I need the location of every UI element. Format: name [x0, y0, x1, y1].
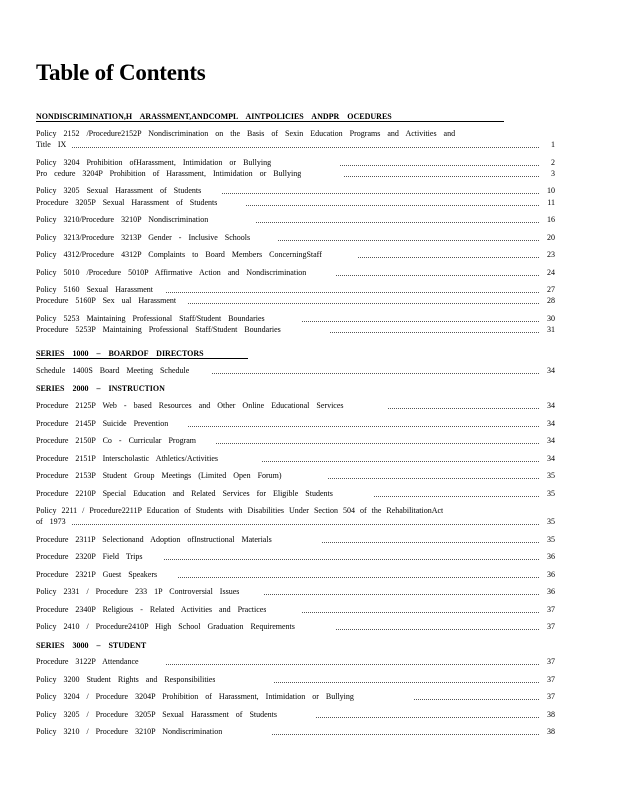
toc-entry-page: 36 — [547, 587, 555, 596]
toc-entry-page: 2 — [551, 158, 555, 167]
toc-entry-page: 37 — [547, 657, 555, 666]
toc-entry-page: 3 — [551, 169, 555, 178]
toc-entry-page: 10 — [547, 186, 555, 195]
toc-entry-page: 1 — [551, 140, 555, 149]
toc-entry[interactable] — [36, 296, 555, 306]
toc-entry-text: Policy 2410 / Procedure2410P High School Graduation Requirements — [36, 622, 295, 631]
toc-entry-page: 16 — [547, 215, 555, 224]
toc-entry-page: 38 — [547, 710, 555, 719]
toc-entry-text: Policy 5010 /Procedure 5010P Affirmative Action and Nondiscrimination — [36, 268, 307, 277]
toc-entry[interactable] — [36, 314, 555, 324]
toc-page — [36, 0, 556, 800]
toc-entry-page: 34 — [547, 366, 555, 375]
toc-entry[interactable] — [36, 727, 555, 737]
toc-entry[interactable] — [36, 506, 555, 516]
section-heading-series-3000: SERIES 3000 – STUDENT — [36, 641, 147, 650]
toc-entry[interactable] — [36, 605, 555, 615]
toc-entry-text: Procedure 2145P Suicide Prevention — [36, 419, 169, 428]
toc-entry[interactable] — [36, 186, 555, 196]
toc-entry-text: Procedure 2320P Field Trips — [36, 552, 143, 561]
toc-entry[interactable] — [36, 285, 555, 295]
toc-entry-text: Policy 5160 Sexual Harassment — [36, 285, 153, 294]
toc-entry[interactable] — [36, 710, 555, 720]
toc-entry-text: Procedure 5160P Sex ual Harassment — [36, 296, 177, 305]
toc-entry[interactable] — [36, 471, 555, 481]
toc-entry-page: 24 — [547, 268, 555, 277]
toc-entry-text: Procedure 2150P Co - Curricular Program — [36, 436, 197, 445]
toc-entry-text: Procedure 2340P Religious - Related Activities and Practices — [36, 605, 267, 614]
toc-entry[interactable] — [36, 250, 555, 260]
toc-entry-text: Procedure 3122P Attendance — [36, 657, 139, 666]
toc-entry-text: Policy 5253 Maintaining Professional Staff/Student Boundaries — [36, 314, 265, 323]
section-heading-nondiscrimination: NONDISCRIMINATION,H ARASSMENT,ANDCOMPL AINTPOLICIES ANDPR OCEDURES — [36, 111, 392, 122]
toc-entry-text: Title IX — [36, 140, 67, 149]
toc-entry-page: 35 — [547, 471, 555, 480]
toc-entry[interactable] — [36, 517, 555, 527]
toc-entry-page: 27 — [547, 285, 555, 294]
toc-entry-text: Policy 3213/Procedure 3213P Gender - Inclusive Schools — [36, 233, 251, 242]
toc-entry-page: 37 — [547, 605, 555, 614]
toc-entry[interactable] — [36, 366, 555, 376]
toc-entry-text: Policy 2211 / Procedure2211P Education of Students with Disabilities Under Section 504 of the RehabilitationAct — [36, 506, 444, 515]
toc-entry-page: 34 — [547, 454, 555, 463]
toc-entry-text: Schedule 1400S Board Meeting Schedule — [36, 366, 190, 375]
toc-entry[interactable] — [36, 454, 555, 464]
toc-entry-page: 37 — [547, 692, 555, 701]
toc-entry[interactable] — [36, 215, 555, 225]
toc-entry[interactable] — [36, 692, 555, 702]
toc-entry[interactable] — [36, 436, 555, 446]
toc-entry-text: Procedure 5253P Maintaining Professional Staff/Student Boundaries — [36, 325, 281, 334]
toc-entry[interactable] — [36, 401, 555, 411]
toc-entry[interactable] — [36, 158, 555, 168]
toc-entry-page: 35 — [547, 535, 555, 544]
toc-entry-page: 35 — [547, 517, 555, 526]
toc-entry-page: 36 — [547, 552, 555, 561]
toc-entry-text: Procedure 2311P Selectionand Adoption ofInstructional Materials — [36, 535, 272, 544]
toc-entry-text: Procedure 2210P Special Education and Related Services for Eligible Students — [36, 489, 333, 498]
toc-entry-text: of 1973 — [36, 517, 66, 526]
toc-entry[interactable] — [36, 622, 555, 632]
toc-entry-page: 36 — [547, 570, 555, 579]
toc-entry-text: Procedure 3205P Sexual Harassment of Students — [36, 198, 218, 207]
toc-entry-page: 23 — [547, 250, 555, 259]
page-title: Table of Contents — [36, 60, 206, 85]
toc-entry-page: 11 — [547, 198, 555, 207]
toc-entry[interactable] — [36, 657, 555, 667]
toc-entry-text: Policy 3210 / Procedure 3210P Nondiscrimination — [36, 727, 223, 736]
toc-entry-page: 31 — [547, 325, 555, 334]
toc-entry[interactable] — [36, 587, 555, 597]
toc-entry[interactable] — [36, 325, 555, 335]
toc-entry[interactable] — [36, 489, 555, 499]
toc-entry[interactable] — [36, 675, 555, 685]
toc-entry[interactable] — [36, 419, 555, 429]
toc-entry-text: Policy 3200 Student Rights and Responsibilities — [36, 675, 216, 684]
toc-entry-text: Policy 3205 Sexual Harassment of Students — [36, 186, 202, 195]
toc-entry-text: Policy 2331 / Procedure 233 1P Controversial Issues — [36, 587, 240, 596]
toc-entry[interactable] — [36, 198, 555, 208]
toc-entry[interactable] — [36, 140, 555, 150]
toc-entry-page: 34 — [547, 401, 555, 410]
toc-entry[interactable] — [36, 535, 555, 545]
toc-entry[interactable] — [36, 233, 555, 243]
section-heading-series-2000: SERIES 2000 – INSTRUCTION — [36, 384, 165, 393]
toc-entry-text: Policy 2152 /Procedure2152P Nondiscrimination on the Basis of Sexin Education Programs and Activities and — [36, 129, 456, 138]
toc-entry-text: Policy 3210/Procedure 3210P Nondiscrimination — [36, 215, 209, 224]
toc-entry-text: Policy 3204 / Procedure 3204P Prohibition of Harassment, Intimidation or Bullying — [36, 692, 354, 701]
toc-entry-page: 30 — [547, 314, 555, 323]
toc-entry-page: 20 — [547, 233, 555, 242]
toc-entry-text: Policy 3205 / Procedure 3205P Sexual Harassment of Students — [36, 710, 278, 719]
toc-entry-text: Procedure 2151P Interscholastic Athletics/Activities — [36, 454, 218, 463]
toc-entry-page: 37 — [547, 675, 555, 684]
toc-entry-text: Procedure 2321P Guest Speakers — [36, 570, 158, 579]
toc-entry-page: 34 — [547, 419, 555, 428]
toc-entry[interactable] — [36, 129, 555, 139]
section-heading-series-1000: SERIES 1000 – BOARDOF DIRECTORS — [36, 348, 204, 359]
toc-entry-text: Procedure 2125P Web - based Resources and Other Online Educational Services — [36, 401, 344, 410]
toc-entry-text: Policy 3204 Prohibition ofHarassment, Intimidation or Bullying — [36, 158, 272, 167]
toc-entry-page: 34 — [547, 436, 555, 445]
toc-entry[interactable] — [36, 268, 555, 278]
toc-entry[interactable] — [36, 552, 555, 562]
toc-entry-page: 38 — [547, 727, 555, 736]
toc-entry-page: 37 — [547, 622, 555, 631]
toc-entry-text: Procedure 2153P Student Group Meetings (Limited Open Forum) — [36, 471, 282, 480]
toc-entry[interactable] — [36, 570, 555, 580]
toc-entry[interactable] — [36, 169, 555, 179]
toc-entry-text: Pro cedure 3204P Prohibition of Harassment, Intimidation or Bullying — [36, 169, 302, 178]
toc-entry-page: 35 — [547, 489, 555, 498]
toc-entry-page: 28 — [547, 296, 555, 305]
toc-entry-text: Policy 4312/Procedure 4312P Complaints to Board Members ConcerningStaff — [36, 250, 322, 259]
